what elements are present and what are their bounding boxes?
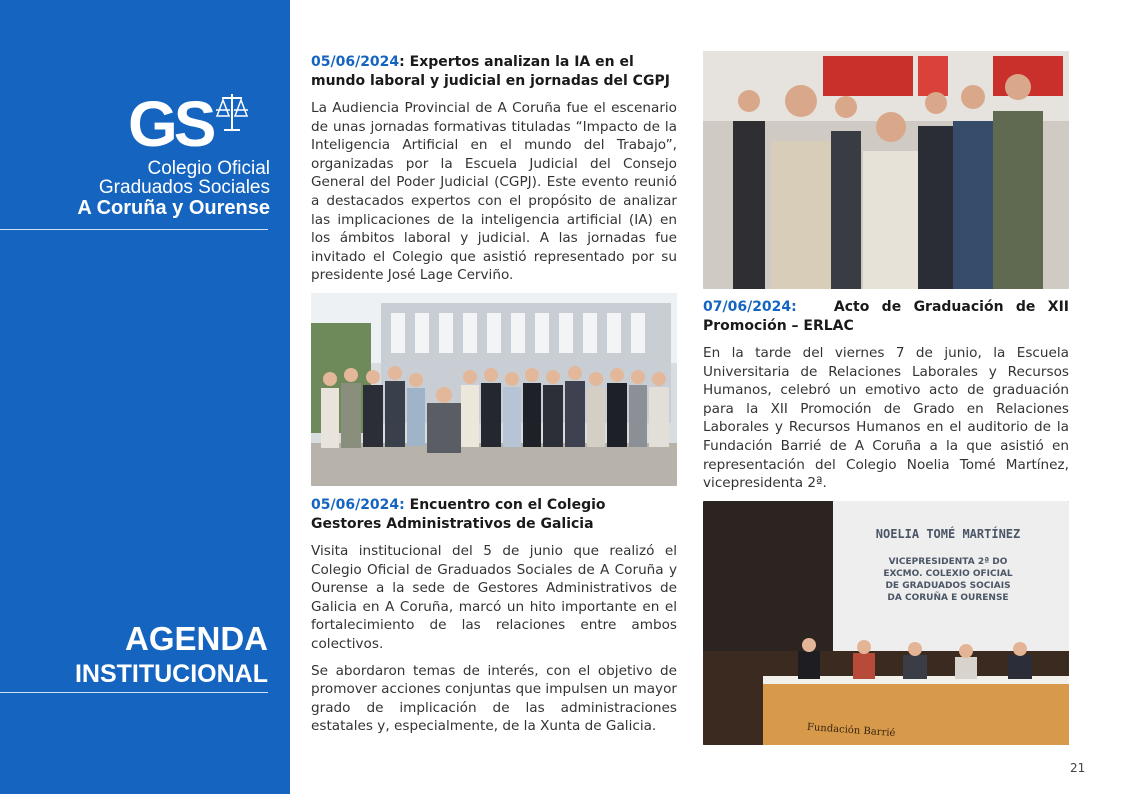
article-paragraph: En la tarde del viernes 7 de junio, la Escuela Universitaria de Relaciones Laborales y Recursos Humanos, celebró un emotivo acto de graduación para la XII Promoción de Grado en Relaciones Laborales y Recursos Humanos en el auditorio de la Fundación Barrié de A Coruña a la que asistió en representación del Colegio Noelia Tomé Martínez, vicepresidenta 2ª. <box>703 345 1069 492</box>
screen-name-text: NOELIA TOMÉ MARTÍNEZ <box>875 526 1021 541</box>
photo-group-outdoor <box>311 293 677 486</box>
photo-auditorium <box>703 501 1069 745</box>
section-title-main: AGENDA <box>124 620 268 657</box>
article-title: Encuentro con el Colegio Gestores Administrativos de Galicia <box>311 496 606 532</box>
logo-line-1: Colegio Oficial <box>147 158 270 179</box>
screen-line-1: VICEPRESIDENTA 2ª DO <box>888 556 1008 567</box>
article-date: 05/06/2024 <box>311 54 400 70</box>
scales-of-justice-icon <box>214 92 250 132</box>
article-date: 05/06/2024: <box>311 496 405 513</box>
screen-line-2: EXCMO. COLEXIO OFICIAL <box>883 568 1013 579</box>
logo-mark: GS <box>128 88 213 160</box>
page-number: 21 <box>1070 761 1086 775</box>
section-title <box>75 620 268 690</box>
college-logo <box>70 88 270 222</box>
article-gestores <box>311 496 677 736</box>
article-paragraph: La Audiencia Provincial de A Coruña fue el escenario de unas jornadas formativas tituladas “Impacto de la Inteligencia Artificial en el mundo del Trabajo”, organizadas por la Escuela Judicial del Consejo General del Poder Judicial (CGPJ). Este evento reunió a destacados expertos con el propósito de analizar las implicaciones de la inteligencia artificial (IA) en los ámbitos laboral y judicial. A las jornadas fue invitado el Colegio que asistió representado por su presidente José Lage Cerviño. <box>311 100 677 284</box>
article-paragraph: Visita institucional del 5 de junio que realizó el Colegio Oficial de Graduados Sociales de A Coruña y Ourense a la sede de Gestores Administrativos de Galicia en A Coruña, marcó un hito importante en el fortalecimiento de las relaciones entre ambos colectivos. <box>311 542 677 652</box>
screen-line-4: DA CORUÑA E OURENSE <box>887 592 1009 603</box>
article-title: Expertos analizan la IA en el mundo laboral y judicial en jornadas del CGPJ <box>311 54 670 89</box>
logo-line-3: A Coruña y Ourense <box>77 197 270 219</box>
sidebar <box>0 0 290 794</box>
logo-line-2: Graduados Sociales <box>98 177 270 198</box>
article-paragraph: Se abordaron temas de interés, con el objetivo de promover acciones conjuntas que impulsen un mayor grado de implicación de las administraciones estatales y, especialmente, de la Xunta de Galicia. <box>311 662 677 735</box>
stage-sign-text: Fundación Barrié <box>806 721 896 739</box>
divider-bottom <box>0 692 268 693</box>
article-graduacion <box>703 298 1069 493</box>
article-heading: 05/06/2024: Expertos analizan la IA en el mundo laboral y judicial en jornadas del CGPJ <box>311 54 670 89</box>
article-date: 07/06/2024: <box>703 299 797 315</box>
column-left <box>311 53 677 744</box>
section-title-sub: INSTITUCIONAL <box>74 660 268 688</box>
article-heading <box>703 298 1069 336</box>
column-right <box>703 51 1069 755</box>
divider-top <box>0 229 268 230</box>
article-heading <box>311 496 677 534</box>
photo-group-indoor <box>703 51 1069 289</box>
article-title: Acto de Graduación de XII Promoción – ERLAC <box>703 299 1069 334</box>
article-ia-cgpj <box>311 53 677 285</box>
screen-line-3: DE GRADUADOS SOCIAIS <box>885 580 1011 591</box>
